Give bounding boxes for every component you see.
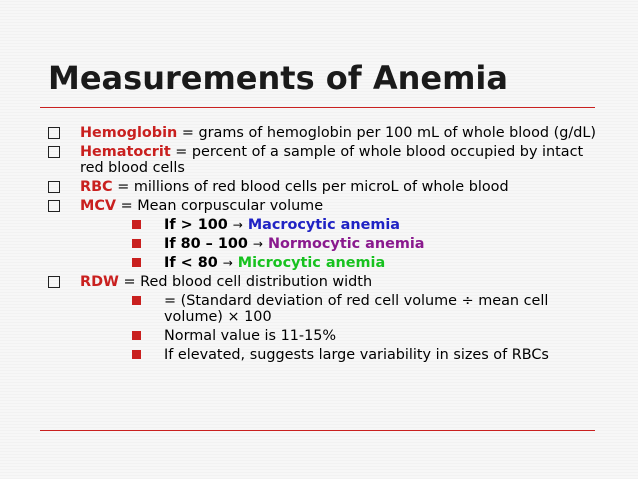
mcv-condition: If 80 – 100 bbox=[164, 236, 253, 252]
filled-square-bullet-icon bbox=[132, 258, 141, 267]
footer-divider bbox=[40, 430, 595, 431]
term-mcv: MCV bbox=[80, 198, 117, 214]
filled-square-bullet-icon bbox=[132, 350, 141, 359]
right-arrow-icon: → bbox=[252, 237, 263, 251]
rdw-subitem-text: If elevated, suggests large variability in sizes of RBCs bbox=[164, 347, 549, 363]
list-item-hematocrit bbox=[46, 144, 606, 176]
right-arrow-icon: → bbox=[222, 256, 233, 270]
rdw-subitem-elevated bbox=[46, 347, 606, 363]
bullet-list bbox=[46, 125, 606, 366]
list-item-rbc bbox=[46, 179, 606, 195]
list-item-mcv bbox=[46, 198, 606, 214]
rdw-subitem-formula bbox=[46, 293, 606, 325]
rdw-subitem-text: = (Standard deviation of red cell volume ÷ mean cell volume) × 100 bbox=[164, 293, 549, 325]
mcv-result: Macrocytic anemia bbox=[242, 217, 400, 233]
mcv-subitem-microcytic bbox=[46, 255, 606, 271]
definition-rdw: = Red blood cell distribution width bbox=[118, 274, 373, 290]
term-hematocrit: Hematocrit bbox=[80, 144, 171, 160]
mcv-result: Normocytic anemia bbox=[262, 236, 425, 252]
rdw-subitem-normal bbox=[46, 328, 606, 344]
title-divider bbox=[40, 107, 595, 108]
filled-square-bullet-icon bbox=[132, 296, 141, 305]
filled-square-bullet-icon bbox=[132, 239, 141, 248]
filled-square-bullet-icon bbox=[132, 331, 141, 340]
term-rdw: RDW bbox=[80, 274, 119, 290]
slide-title: Measurements of Anemia bbox=[48, 59, 508, 97]
hollow-square-bullet-icon bbox=[48, 127, 60, 139]
mcv-result: Microcytic anemia bbox=[232, 255, 386, 271]
hollow-square-bullet-icon bbox=[48, 200, 60, 212]
mcv-condition: If > 100 bbox=[164, 217, 233, 233]
mcv-condition: If < 80 bbox=[164, 255, 223, 271]
definition-mcv: = Mean corpuscular volume bbox=[116, 198, 324, 214]
right-arrow-icon: → bbox=[232, 218, 243, 232]
rdw-subitem-text: Normal value is 11-15% bbox=[164, 328, 337, 344]
hollow-square-bullet-icon bbox=[48, 146, 60, 158]
list-item-rdw bbox=[46, 274, 606, 290]
filled-square-bullet-icon bbox=[132, 220, 141, 229]
term-rbc: RBC bbox=[80, 179, 113, 195]
hollow-square-bullet-icon bbox=[48, 181, 60, 193]
term-hemoglobin: Hemoglobin bbox=[80, 125, 178, 141]
hollow-square-bullet-icon bbox=[48, 276, 60, 288]
definition-hemoglobin: = grams of hemoglobin per 100 mL of whole blood (g/dL) bbox=[177, 125, 596, 141]
list-item-hemoglobin bbox=[46, 125, 606, 141]
mcv-subitem-normocytic bbox=[46, 236, 606, 252]
mcv-subitem-macrocytic bbox=[46, 217, 606, 233]
definition-rbc: = millions of red blood cells per microL of whole blood bbox=[112, 179, 509, 195]
definition-hematocrit: = percent of a sample of whole blood occupied by intact red blood cells bbox=[80, 144, 584, 176]
